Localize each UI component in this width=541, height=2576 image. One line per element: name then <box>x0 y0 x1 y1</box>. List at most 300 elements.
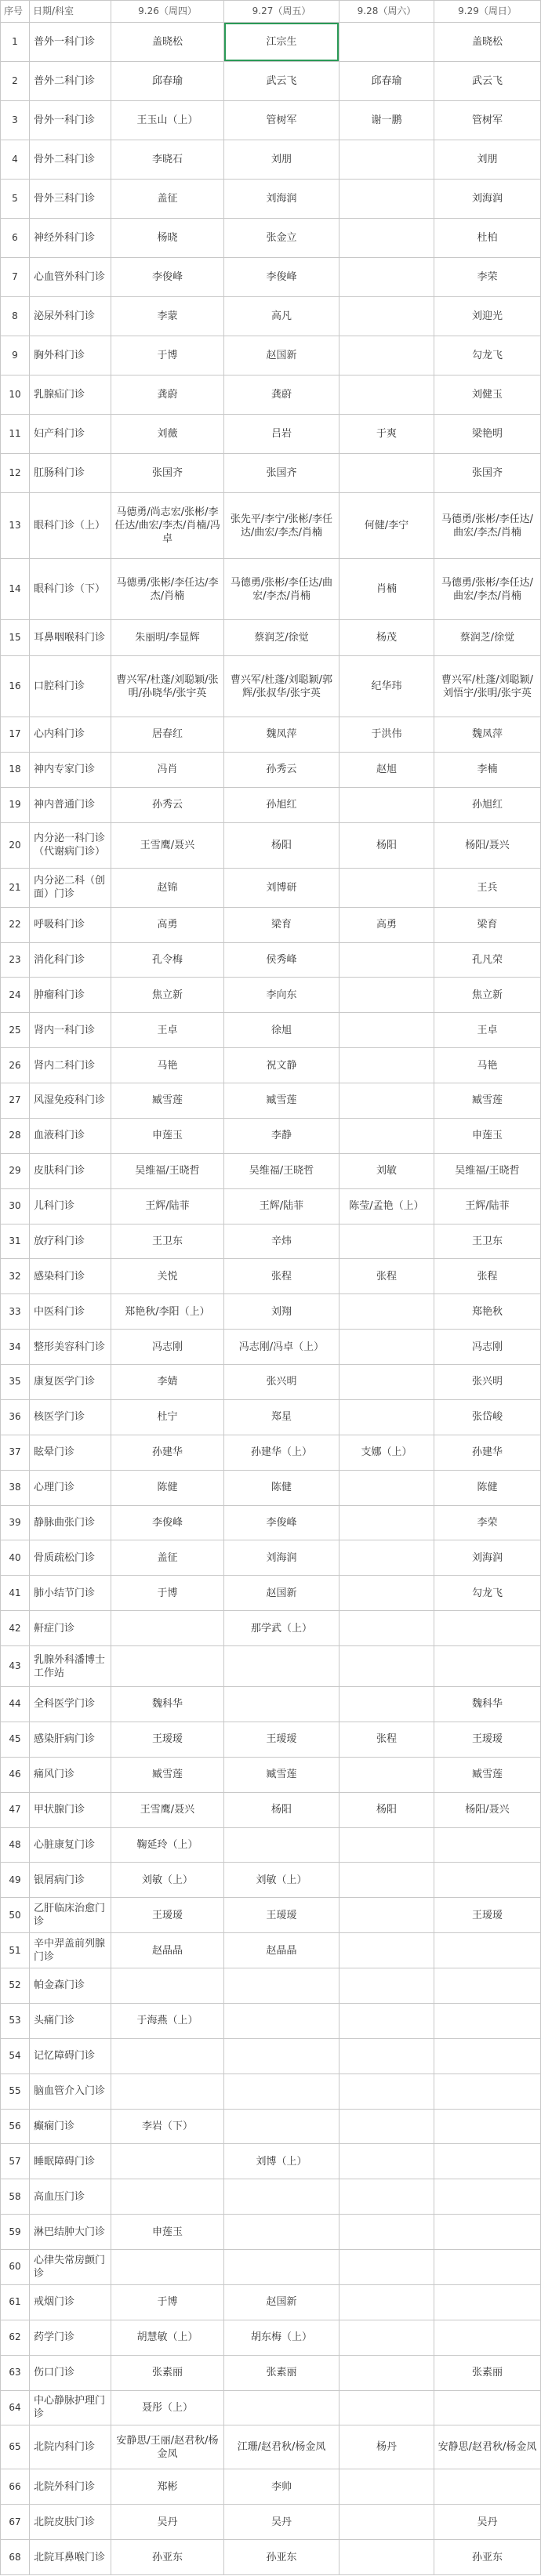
doctor-schedule-cell[interactable] <box>339 1119 434 1154</box>
row-number-cell[interactable]: 5 <box>0 180 30 219</box>
row-number-cell[interactable]: 29 <box>0 1154 30 1189</box>
doctor-schedule-cell[interactable]: 赵锦 <box>111 869 224 908</box>
row-number-cell[interactable]: 56 <box>0 2110 30 2145</box>
doctor-schedule-cell[interactable]: 高凡 <box>224 297 339 336</box>
doctor-schedule-cell[interactable]: 邱春瑜 <box>111 62 224 101</box>
row-number-cell[interactable]: 12 <box>0 454 30 493</box>
doctor-schedule-cell[interactable]: 李岩（下） <box>111 2110 224 2145</box>
doctor-schedule-cell[interactable]: 纪华玮 <box>339 656 434 717</box>
column-header-department[interactable]: 日期/科室 <box>30 1 111 23</box>
row-number-cell[interactable]: 4 <box>0 140 30 180</box>
doctor-schedule-cell[interactable]: 孙亚东 <box>434 2540 541 2575</box>
doctor-schedule-cell[interactable]: 焦立新 <box>434 978 541 1013</box>
doctor-schedule-cell[interactable]: 臧雪莲 <box>224 1083 339 1119</box>
row-number-cell[interactable]: 59 <box>0 2215 30 2250</box>
doctor-schedule-cell[interactable]: 张岱峻 <box>434 1400 541 1435</box>
column-header-index[interactable]: 序号 <box>0 1 30 23</box>
row-number-cell[interactable]: 64 <box>0 2391 30 2426</box>
department-cell[interactable]: 神内普通门诊 <box>30 788 111 823</box>
doctor-schedule-cell[interactable]: 刘博（上） <box>224 2144 339 2179</box>
doctor-schedule-cell[interactable]: 曹兴军/杜蓬/刘聪颖/张明/孙晓华/张宇英 <box>111 656 224 717</box>
doctor-schedule-cell[interactable]: 张国齐 <box>434 454 541 493</box>
doctor-schedule-cell[interactable]: 何健/李宁 <box>339 493 434 559</box>
department-cell[interactable]: 中心静脉护理门诊 <box>30 2391 111 2426</box>
doctor-schedule-cell[interactable] <box>111 2179 224 2215</box>
doctor-schedule-cell[interactable]: 吴丹 <box>434 2505 541 2540</box>
department-cell[interactable]: 眩晕门诊 <box>30 1435 111 1471</box>
department-cell[interactable]: 放疗科门诊 <box>30 1225 111 1260</box>
doctor-schedule-cell[interactable]: 高勇 <box>339 908 434 943</box>
doctor-schedule-cell[interactable] <box>224 1968 339 2004</box>
department-cell[interactable]: 心律失常房颤门诊 <box>30 2250 111 2285</box>
doctor-schedule-cell[interactable] <box>339 1646 434 1687</box>
row-number-cell[interactable]: 51 <box>0 1933 30 1968</box>
row-number-cell[interactable]: 24 <box>0 978 30 1013</box>
doctor-schedule-cell[interactable]: 郑艳秋/李阳（上） <box>111 1294 224 1330</box>
doctor-schedule-cell[interactable]: 管树军 <box>224 101 339 140</box>
doctor-schedule-cell[interactable]: 刘海润 <box>434 180 541 219</box>
doctor-schedule-cell[interactable]: 盖征 <box>111 1540 224 1576</box>
row-number-cell[interactable]: 14 <box>0 559 30 620</box>
department-cell[interactable]: 肾内二科门诊 <box>30 1048 111 1083</box>
doctor-schedule-cell[interactable]: 高勇 <box>111 908 224 943</box>
doctor-schedule-cell[interactable] <box>339 2039 434 2074</box>
doctor-schedule-cell[interactable] <box>339 2469 434 2505</box>
doctor-schedule-cell[interactable]: 杨晓 <box>111 219 224 258</box>
doctor-schedule-cell[interactable]: 王瑷瑷 <box>434 1898 541 1933</box>
department-cell[interactable]: 胸外科门诊 <box>30 336 111 376</box>
doctor-schedule-cell[interactable]: 吴维福/王晓哲 <box>434 1154 541 1189</box>
department-cell[interactable]: 睡眠障碍门诊 <box>30 2144 111 2179</box>
doctor-schedule-cell[interactable]: 曹兴军/杜蓬/刘聪颖/郭辉/张叔华/张宇英 <box>224 656 339 717</box>
doctor-schedule-cell[interactable]: 赵晶晶 <box>111 1933 224 1968</box>
department-cell[interactable]: 脑血管介入门诊 <box>30 2074 111 2110</box>
doctor-schedule-cell[interactable] <box>339 2004 434 2039</box>
doctor-schedule-cell[interactable] <box>434 2074 541 2110</box>
department-cell[interactable]: 肛肠科门诊 <box>30 454 111 493</box>
doctor-schedule-cell[interactable]: 肖楠 <box>339 559 434 620</box>
doctor-schedule-cell[interactable] <box>339 2110 434 2145</box>
department-cell[interactable]: 甲状腺门诊 <box>30 1793 111 1828</box>
doctor-schedule-cell[interactable]: 孙亚东 <box>224 2540 339 2575</box>
row-number-cell[interactable]: 52 <box>0 1968 30 2004</box>
doctor-schedule-cell[interactable]: 刘朋 <box>224 140 339 180</box>
row-number-cell[interactable]: 57 <box>0 2144 30 2179</box>
department-cell[interactable]: 乳腺外科潘博士工作站 <box>30 1646 111 1687</box>
row-number-cell[interactable]: 54 <box>0 2039 30 2074</box>
doctor-schedule-cell[interactable] <box>339 1330 434 1365</box>
doctor-schedule-cell[interactable]: 居春红 <box>111 717 224 753</box>
doctor-schedule-cell[interactable]: 龚蔚 <box>111 376 224 415</box>
row-number-cell[interactable]: 32 <box>0 1259 30 1294</box>
doctor-schedule-cell[interactable]: 马德勇/张彬/李任达/曲宏/李杰/肖楠 <box>434 559 541 620</box>
doctor-schedule-cell[interactable] <box>339 869 434 908</box>
doctor-schedule-cell[interactable]: 龚蔚 <box>224 376 339 415</box>
department-cell[interactable]: 普外二科门诊 <box>30 62 111 101</box>
department-cell[interactable]: 眼科门诊（上） <box>30 493 111 559</box>
department-cell[interactable]: 肺小结节门诊 <box>30 1576 111 1611</box>
doctor-schedule-cell[interactable]: 张金立 <box>224 219 339 258</box>
doctor-schedule-cell[interactable] <box>111 2039 224 2074</box>
row-number-cell[interactable]: 34 <box>0 1330 30 1365</box>
department-cell[interactable]: 心理门诊 <box>30 1471 111 1506</box>
doctor-schedule-cell[interactable]: 武云飞 <box>434 62 541 101</box>
doctor-schedule-cell[interactable] <box>224 2250 339 2285</box>
doctor-schedule-cell[interactable]: 吕岩 <box>224 415 339 454</box>
row-number-cell[interactable]: 50 <box>0 1898 30 1933</box>
doctor-schedule-cell[interactable]: 蔡润芝/徐觉 <box>224 620 339 656</box>
doctor-schedule-cell[interactable]: 张兴明 <box>224 1365 339 1400</box>
row-number-cell[interactable]: 53 <box>0 2004 30 2039</box>
doctor-schedule-cell[interactable]: 盖晓松 <box>434 23 541 62</box>
doctor-schedule-cell[interactable]: 杨阳/聂兴 <box>434 823 541 869</box>
row-number-cell[interactable]: 44 <box>0 1687 30 1722</box>
doctor-schedule-cell[interactable]: 刘迎光 <box>434 297 541 336</box>
doctor-schedule-cell[interactable] <box>339 1898 434 1933</box>
doctor-schedule-cell[interactable]: 王卓 <box>434 1013 541 1048</box>
doctor-schedule-cell[interactable]: 李向东 <box>224 978 339 1013</box>
department-cell[interactable]: 心血管外科门诊 <box>30 258 111 297</box>
doctor-schedule-cell[interactable]: 王雪鹰/聂兴 <box>111 1793 224 1828</box>
doctor-schedule-cell[interactable]: 蔡润芝/徐觉 <box>434 620 541 656</box>
doctor-schedule-cell[interactable]: 孙旭红 <box>434 788 541 823</box>
doctor-schedule-cell[interactable]: 张程 <box>339 1722 434 1758</box>
doctor-schedule-cell[interactable]: 鞠延玲（上） <box>111 1828 224 1863</box>
doctor-schedule-cell[interactable] <box>434 1933 541 1968</box>
doctor-schedule-cell[interactable] <box>339 376 434 415</box>
row-number-cell[interactable]: 8 <box>0 297 30 336</box>
doctor-schedule-cell[interactable] <box>224 2215 339 2250</box>
department-cell[interactable]: 伤口门诊 <box>30 2356 111 2391</box>
doctor-schedule-cell[interactable]: 申莲玉 <box>111 2215 224 2250</box>
doctor-schedule-cell[interactable]: 李静 <box>224 1119 339 1154</box>
doctor-schedule-cell[interactable]: 赵国新 <box>224 2285 339 2320</box>
row-number-cell[interactable]: 38 <box>0 1471 30 1506</box>
doctor-schedule-cell[interactable] <box>434 1828 541 1863</box>
doctor-schedule-cell[interactable]: 刘翔 <box>224 1294 339 1330</box>
doctor-schedule-cell[interactable]: 臧雪莲 <box>111 1758 224 1793</box>
doctor-schedule-cell[interactable]: 李俊峰 <box>111 258 224 297</box>
department-cell[interactable]: 神内专家门诊 <box>30 753 111 788</box>
row-number-cell[interactable]: 41 <box>0 1576 30 1611</box>
department-cell[interactable]: 妇产科门诊 <box>30 415 111 454</box>
doctor-schedule-cell[interactable] <box>434 1611 541 1646</box>
doctor-schedule-cell[interactable]: 郑彬 <box>111 2469 224 2505</box>
department-cell[interactable]: 鼾症门诊 <box>30 1611 111 1646</box>
department-cell[interactable]: 肾内一科门诊 <box>30 1013 111 1048</box>
department-cell[interactable]: 高血压门诊 <box>30 2179 111 2215</box>
row-number-cell[interactable]: 49 <box>0 1863 30 1898</box>
doctor-schedule-cell[interactable] <box>339 1365 434 1400</box>
department-cell[interactable]: 北院皮肤门诊 <box>30 2505 111 2540</box>
doctor-schedule-cell[interactable] <box>434 2469 541 2505</box>
doctor-schedule-cell[interactable]: 王瑷瑷 <box>434 1722 541 1758</box>
row-number-cell[interactable]: 47 <box>0 1793 30 1828</box>
doctor-schedule-cell[interactable] <box>434 2039 541 2074</box>
row-number-cell[interactable]: 42 <box>0 1611 30 1646</box>
doctor-schedule-cell[interactable]: 马德勇/张彬/李任达/曲宏/李杰/肖楠 <box>434 493 541 559</box>
doctor-schedule-cell[interactable]: 勾龙飞 <box>434 1576 541 1611</box>
doctor-schedule-cell[interactable]: 孙秀云 <box>111 788 224 823</box>
doctor-schedule-cell[interactable] <box>339 2285 434 2320</box>
doctor-schedule-cell[interactable]: 刘海润 <box>434 1540 541 1576</box>
doctor-schedule-cell[interactable]: 王玉山（上） <box>111 101 224 140</box>
doctor-schedule-cell[interactable]: 李楠 <box>434 753 541 788</box>
doctor-schedule-cell[interactable]: 赵国新 <box>224 336 339 376</box>
doctor-schedule-cell[interactable]: 杨阳 <box>339 1793 434 1828</box>
department-cell[interactable]: 痛风门诊 <box>30 1758 111 1793</box>
doctor-schedule-cell[interactable]: 李荣 <box>434 1506 541 1541</box>
doctor-schedule-cell[interactable]: 冯志刚/冯卓（上） <box>224 1330 339 1365</box>
doctor-schedule-cell[interactable]: 盖晓松 <box>111 23 224 62</box>
doctor-schedule-cell[interactable]: 孔令梅 <box>111 943 224 978</box>
doctor-schedule-cell[interactable]: 刘敏（上） <box>111 1863 224 1898</box>
row-number-cell[interactable]: 6 <box>0 219 30 258</box>
doctor-schedule-cell[interactable] <box>339 1294 434 1330</box>
doctor-schedule-cell[interactable]: 王瑷瑷 <box>224 1898 339 1933</box>
row-number-cell[interactable]: 33 <box>0 1294 30 1330</box>
department-cell[interactable]: 银屑病门诊 <box>30 1863 111 1898</box>
doctor-schedule-cell[interactable]: 魏科华 <box>111 1687 224 1722</box>
row-number-cell[interactable]: 37 <box>0 1435 30 1471</box>
doctor-schedule-cell[interactable]: 曹兴军/杜蓬/刘聪颖/刘悟宇/张明/张宇英 <box>434 656 541 717</box>
department-cell[interactable]: 心内科门诊 <box>30 717 111 753</box>
row-number-cell[interactable]: 20 <box>0 823 30 869</box>
doctor-schedule-cell[interactable] <box>111 1968 224 2004</box>
department-cell[interactable]: 感染科门诊 <box>30 1259 111 1294</box>
department-cell[interactable]: 康复医学门诊 <box>30 1365 111 1400</box>
doctor-schedule-cell[interactable] <box>434 2110 541 2145</box>
doctor-schedule-cell[interactable]: 赵旭 <box>339 753 434 788</box>
row-number-cell[interactable]: 48 <box>0 1828 30 1863</box>
column-header-date[interactable]: 9.26（周四） <box>111 1 224 23</box>
doctor-schedule-cell[interactable] <box>339 1400 434 1435</box>
doctor-schedule-cell[interactable]: 冯肖 <box>111 753 224 788</box>
doctor-schedule-cell[interactable] <box>339 1968 434 2004</box>
row-number-cell[interactable]: 27 <box>0 1083 30 1119</box>
doctor-schedule-cell[interactable]: 孙建华 <box>434 1435 541 1471</box>
row-number-cell[interactable]: 65 <box>0 2425 30 2469</box>
department-cell[interactable]: 中医科门诊 <box>30 1294 111 1330</box>
row-number-cell[interactable]: 63 <box>0 2356 30 2391</box>
doctor-schedule-cell[interactable]: 王瑷瑷 <box>111 1898 224 1933</box>
doctor-schedule-cell[interactable] <box>224 2110 339 2145</box>
row-number-cell[interactable]: 19 <box>0 788 30 823</box>
doctor-schedule-cell[interactable] <box>339 2144 434 2179</box>
doctor-schedule-cell[interactable]: 盖征 <box>111 180 224 219</box>
row-number-cell[interactable]: 2 <box>0 62 30 101</box>
doctor-schedule-cell[interactable] <box>339 1506 434 1541</box>
row-number-cell[interactable]: 7 <box>0 258 30 297</box>
doctor-schedule-cell[interactable]: 王辉/陆菲 <box>111 1189 224 1225</box>
department-cell[interactable]: 神经外科门诊 <box>30 219 111 258</box>
row-number-cell[interactable]: 30 <box>0 1189 30 1225</box>
doctor-schedule-cell[interactable]: 那学武（上） <box>224 1611 339 1646</box>
doctor-schedule-cell[interactable] <box>111 2250 224 2285</box>
doctor-schedule-cell[interactable]: 冯志刚 <box>111 1330 224 1365</box>
doctor-schedule-cell[interactable]: 张国齐 <box>224 454 339 493</box>
department-cell[interactable]: 记忆障碍门诊 <box>30 2039 111 2074</box>
doctor-schedule-cell[interactable] <box>339 788 434 823</box>
department-cell[interactable]: 戒烟门诊 <box>30 2285 111 2320</box>
doctor-schedule-cell[interactable]: 孔凡荣 <box>434 943 541 978</box>
row-number-cell[interactable]: 62 <box>0 2320 30 2356</box>
doctor-schedule-cell[interactable]: 胡东梅（上） <box>224 2320 339 2356</box>
row-number-cell[interactable]: 40 <box>0 1540 30 1576</box>
department-cell[interactable]: 辛中羿盖前列腺门诊 <box>30 1933 111 1968</box>
doctor-schedule-cell[interactable]: 臧雪莲 <box>434 1758 541 1793</box>
doctor-schedule-cell[interactable]: 李婧 <box>111 1365 224 1400</box>
doctor-schedule-cell[interactable]: 胡慧敏（上） <box>111 2320 224 2356</box>
department-cell[interactable]: 乳腺疝门诊 <box>30 376 111 415</box>
doctor-schedule-cell[interactable] <box>339 2356 434 2391</box>
doctor-schedule-cell[interactable] <box>111 1646 224 1687</box>
row-number-cell[interactable]: 66 <box>0 2469 30 2505</box>
doctor-schedule-cell[interactable]: 马艳 <box>111 1048 224 1083</box>
doctor-schedule-cell[interactable] <box>224 2004 339 2039</box>
doctor-schedule-cell[interactable]: 郑星 <box>224 1400 339 1435</box>
doctor-schedule-cell[interactable] <box>339 1225 434 1260</box>
department-cell[interactable]: 癫痫门诊 <box>30 2110 111 2145</box>
doctor-schedule-cell[interactable] <box>111 2074 224 2110</box>
row-number-cell[interactable]: 46 <box>0 1758 30 1793</box>
doctor-schedule-cell[interactable]: 申莲玉 <box>111 1119 224 1154</box>
row-number-cell[interactable]: 43 <box>0 1646 30 1687</box>
doctor-schedule-cell[interactable]: 祝文静 <box>224 1048 339 1083</box>
doctor-schedule-cell[interactable]: 孙秀云 <box>224 753 339 788</box>
department-cell[interactable]: 耳鼻咽喉科门诊 <box>30 620 111 656</box>
department-cell[interactable]: 帕金森门诊 <box>30 1968 111 2004</box>
department-cell[interactable]: 乙肝临床治愈门诊 <box>30 1898 111 1933</box>
doctor-schedule-cell[interactable] <box>339 2320 434 2356</box>
doctor-schedule-cell[interactable] <box>111 2144 224 2179</box>
doctor-schedule-cell[interactable]: 关悦 <box>111 1259 224 1294</box>
department-cell[interactable]: 北院耳鼻喉门诊 <box>30 2540 111 2575</box>
row-number-cell[interactable]: 17 <box>0 717 30 753</box>
department-cell[interactable]: 全科医学门诊 <box>30 1687 111 1722</box>
department-cell[interactable]: 静脉曲张门诊 <box>30 1506 111 1541</box>
doctor-schedule-cell[interactable]: 马艳 <box>434 1048 541 1083</box>
doctor-schedule-cell[interactable]: 魏凤萍 <box>224 717 339 753</box>
doctor-schedule-cell[interactable]: 陈健 <box>224 1471 339 1506</box>
doctor-schedule-cell[interactable] <box>434 2320 541 2356</box>
doctor-schedule-cell[interactable] <box>339 1758 434 1793</box>
department-cell[interactable]: 儿科门诊 <box>30 1189 111 1225</box>
doctor-schedule-cell[interactable]: 侯秀峰 <box>224 943 339 978</box>
doctor-schedule-cell[interactable]: 于博 <box>111 1576 224 1611</box>
doctor-schedule-cell[interactable]: 吴丹 <box>224 2505 339 2540</box>
doctor-schedule-cell[interactable]: 刘敏（上） <box>224 1863 339 1898</box>
doctor-schedule-cell[interactable] <box>339 258 434 297</box>
doctor-schedule-cell[interactable]: 张程 <box>339 1259 434 1294</box>
row-number-cell[interactable]: 15 <box>0 620 30 656</box>
doctor-schedule-cell[interactable]: 赵晶晶 <box>224 1933 339 1968</box>
doctor-schedule-cell[interactable]: 李俊峰 <box>224 1506 339 1541</box>
row-number-cell[interactable]: 25 <box>0 1013 30 1048</box>
department-cell[interactable]: 内分泌二科（创面）门诊 <box>30 869 111 908</box>
doctor-schedule-cell[interactable]: 武云飞 <box>224 62 339 101</box>
doctor-schedule-cell[interactable]: 李俊峰 <box>111 1506 224 1541</box>
row-number-cell[interactable]: 36 <box>0 1400 30 1435</box>
department-cell[interactable]: 北院内科门诊 <box>30 2425 111 2469</box>
doctor-schedule-cell[interactable]: 王雪鹰/聂兴 <box>111 823 224 869</box>
doctor-schedule-cell[interactable]: 于海燕（上） <box>111 2004 224 2039</box>
department-cell[interactable]: 心脏康复门诊 <box>30 1828 111 1863</box>
doctor-schedule-cell[interactable] <box>224 2039 339 2074</box>
doctor-schedule-cell[interactable]: 邱春瑜 <box>339 62 434 101</box>
doctor-schedule-cell[interactable]: 焦立新 <box>111 978 224 1013</box>
doctor-schedule-cell[interactable]: 吴丹 <box>111 2505 224 2540</box>
doctor-schedule-cell[interactable]: 王卓 <box>111 1013 224 1048</box>
doctor-schedule-cell[interactable]: 李帅 <box>224 2469 339 2505</box>
doctor-schedule-cell[interactable] <box>339 454 434 493</box>
doctor-schedule-cell[interactable] <box>339 1048 434 1083</box>
doctor-schedule-cell[interactable] <box>339 2391 434 2426</box>
doctor-schedule-cell[interactable]: 李晓石 <box>111 140 224 180</box>
doctor-schedule-cell[interactable]: 王辉/陆菲 <box>224 1189 339 1225</box>
doctor-schedule-cell[interactable]: 张先平/李宁/张彬/李任达/曲宏/李杰/肖楠 <box>224 493 339 559</box>
department-cell[interactable]: 骨外三科门诊 <box>30 180 111 219</box>
doctor-schedule-cell[interactable]: 徐旭 <box>224 1013 339 1048</box>
doctor-schedule-cell[interactable]: 谢一鹏 <box>339 101 434 140</box>
doctor-schedule-cell[interactable]: 魏科华 <box>434 1687 541 1722</box>
department-cell[interactable]: 眼科门诊（下） <box>30 559 111 620</box>
doctor-schedule-cell[interactable] <box>339 1828 434 1863</box>
doctor-schedule-cell[interactable]: 王兵 <box>434 869 541 908</box>
doctor-schedule-cell[interactable] <box>434 2285 541 2320</box>
doctor-schedule-cell[interactable]: 陈莹/孟艳（上） <box>339 1189 434 1225</box>
doctor-schedule-cell[interactable]: 管树军 <box>434 101 541 140</box>
doctor-schedule-cell[interactable] <box>224 1687 339 1722</box>
doctor-schedule-cell[interactable]: 于博 <box>111 336 224 376</box>
doctor-schedule-cell[interactable] <box>224 2074 339 2110</box>
doctor-schedule-cell[interactable]: 臧雪莲 <box>111 1083 224 1119</box>
department-cell[interactable]: 核医学门诊 <box>30 1400 111 1435</box>
doctor-schedule-cell[interactable]: 孙亚东 <box>111 2540 224 2575</box>
doctor-schedule-cell[interactable] <box>111 1611 224 1646</box>
column-header-date[interactable]: 9.27（周五） <box>224 1 339 23</box>
doctor-schedule-cell[interactable]: 杨阳 <box>224 1793 339 1828</box>
department-cell[interactable]: 头痛门诊 <box>30 2004 111 2039</box>
row-number-cell[interactable]: 21 <box>0 869 30 908</box>
doctor-schedule-cell[interactable] <box>339 2215 434 2250</box>
doctor-schedule-cell[interactable] <box>339 2074 434 2110</box>
doctor-schedule-cell[interactable]: 梁育 <box>224 908 339 943</box>
doctor-schedule-cell[interactable]: 刘海润 <box>224 180 339 219</box>
department-cell[interactable]: 药学门诊 <box>30 2320 111 2356</box>
doctor-schedule-cell[interactable] <box>224 1828 339 1863</box>
row-number-cell[interactable]: 10 <box>0 376 30 415</box>
department-cell[interactable]: 北院外科门诊 <box>30 2469 111 2505</box>
doctor-schedule-cell[interactable] <box>339 1083 434 1119</box>
department-cell[interactable]: 血液科门诊 <box>30 1119 111 1154</box>
doctor-schedule-cell[interactable]: 郑艳秋 <box>434 1294 541 1330</box>
doctor-schedule-cell[interactable]: 杨阳 <box>339 823 434 869</box>
doctor-schedule-cell[interactable]: 安静思/赵君秋/杨金凤 <box>434 2425 541 2469</box>
doctor-schedule-cell[interactable]: 王卫东 <box>434 1225 541 1260</box>
doctor-schedule-cell[interactable]: 于爽 <box>339 415 434 454</box>
doctor-schedule-cell[interactable] <box>339 219 434 258</box>
department-cell[interactable]: 口腔科门诊 <box>30 656 111 717</box>
row-number-cell[interactable]: 9 <box>0 336 30 376</box>
doctor-schedule-cell[interactable]: 李荣 <box>434 258 541 297</box>
doctor-schedule-cell[interactable] <box>224 2179 339 2215</box>
doctor-schedule-cell[interactable] <box>339 1933 434 1968</box>
doctor-schedule-cell[interactable]: 刘薇 <box>111 415 224 454</box>
department-cell[interactable]: 普外一科门诊 <box>30 23 111 62</box>
doctor-schedule-cell[interactable] <box>434 1863 541 1898</box>
row-number-cell[interactable]: 61 <box>0 2285 30 2320</box>
